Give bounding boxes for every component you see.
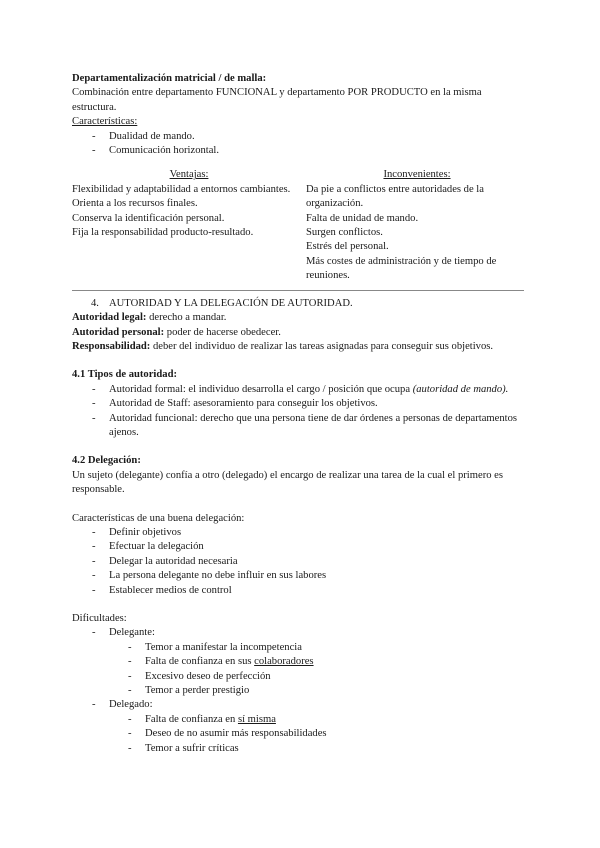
list-item: Orienta a los recursos finales. (72, 198, 198, 210)
list-item: Falta de unidad de mando. (306, 212, 419, 224)
list-item: - Autoridad de Staff: asesoramiento para conseguir los objetivos. (72, 397, 528, 411)
list-item: - Temor a manifestar la incompetencia (72, 641, 528, 655)
dificultades-label: Dificultades: (72, 613, 127, 624)
list-item: - Falta de confianza en sí misma (72, 713, 528, 727)
list-item: - Temor a perder prestigio (72, 684, 528, 698)
list-item: - Temor a sufrir críticas (72, 742, 528, 756)
def-responsabilidad: Responsabilidad: deber del individuo de realizar las tareas asignadas para conseguir sus objetivos. (72, 340, 494, 352)
def-autoridad-personal: Autoridad personal: poder de hacerse obedecer. (72, 326, 281, 338)
section-heading (72, 297, 528, 311)
list-item: - Excesivo deseo de perfección (72, 670, 528, 684)
list-item: Surgen conflictos. (306, 227, 383, 239)
ventajas-header: Ventajas: (169, 169, 209, 181)
list-item: - Delegar la autoridad necesaria (72, 555, 528, 569)
pros-cons-columns (72, 168, 528, 283)
delegacion-caract-label: Características de una buena delegación: (72, 512, 245, 524)
tipos-title: 4.1 Tipos de autoridad: (72, 369, 177, 381)
delegacion-def: Un sujeto (delegante) confía a otro (delegado) el encargo de realizar una tarea de la cual el primero es responsable. (72, 469, 503, 496)
inconvenientes-column (306, 168, 528, 283)
list-item: - Comunicación horizontal. (72, 144, 528, 158)
section-number: 4. (91, 297, 99, 309)
list-item: - Dualidad de mando. (72, 130, 528, 144)
list-item: Conserva la identificación personal. (72, 212, 225, 224)
document-page (72, 72, 528, 756)
list-item: Más costes de administración y de tiempo de reuniones. (306, 255, 497, 282)
inconvenientes-header: Inconvenientes: (383, 169, 451, 181)
list-item: - Deseo de no asumir más responsabilidades (72, 727, 528, 741)
list-item: - Falta de confianza en sus colaboradores (72, 655, 528, 669)
list-item: Flexibilidad y adaptabilidad a entornos cambiantes. (72, 183, 291, 195)
list-item: - Autoridad formal: el individuo desarrolla el cargo / posición que ocupa (autoridad de mando). (72, 383, 528, 397)
list-item: - Efectuar la delegación (72, 540, 528, 554)
list-item: - Definir objetivos (72, 526, 528, 540)
matricial-caract-label: Características: (72, 116, 138, 128)
delegante-label: - Delegante: (72, 626, 528, 640)
section-title: AUTORIDAD Y LA DELEGACIÓN DE AUTORIDAD. (109, 297, 353, 309)
list-item: - Establecer medios de control (72, 584, 528, 598)
list-item: Estrés del personal. (306, 241, 389, 253)
list-item: - La persona delegante no debe influir en sus labores (72, 569, 528, 583)
list-item: - Autoridad funcional: derecho que una persona tiene de dar órdenes a personas de departamentos ajenos. (72, 412, 528, 441)
delegacion-title: 4.2 Delegación: (72, 455, 141, 467)
matricial-intro: Combinación entre departamento FUNCIONAL y departamento POR PRODUCTO en la misma estructura. (72, 87, 482, 113)
delegado-label: - Delegado: (72, 698, 528, 712)
list-item: Da pie a conflictos entre autoridades de la organización. (306, 183, 484, 210)
section-divider (72, 290, 524, 291)
matricial-title: Departamentalización matricial / de malla: (72, 73, 267, 84)
list-item: Fija la responsabilidad producto-resultado. (72, 227, 254, 239)
ventajas-column (72, 168, 306, 283)
def-autoridad-legal: Autoridad legal: derecho a mandar. (72, 312, 227, 324)
